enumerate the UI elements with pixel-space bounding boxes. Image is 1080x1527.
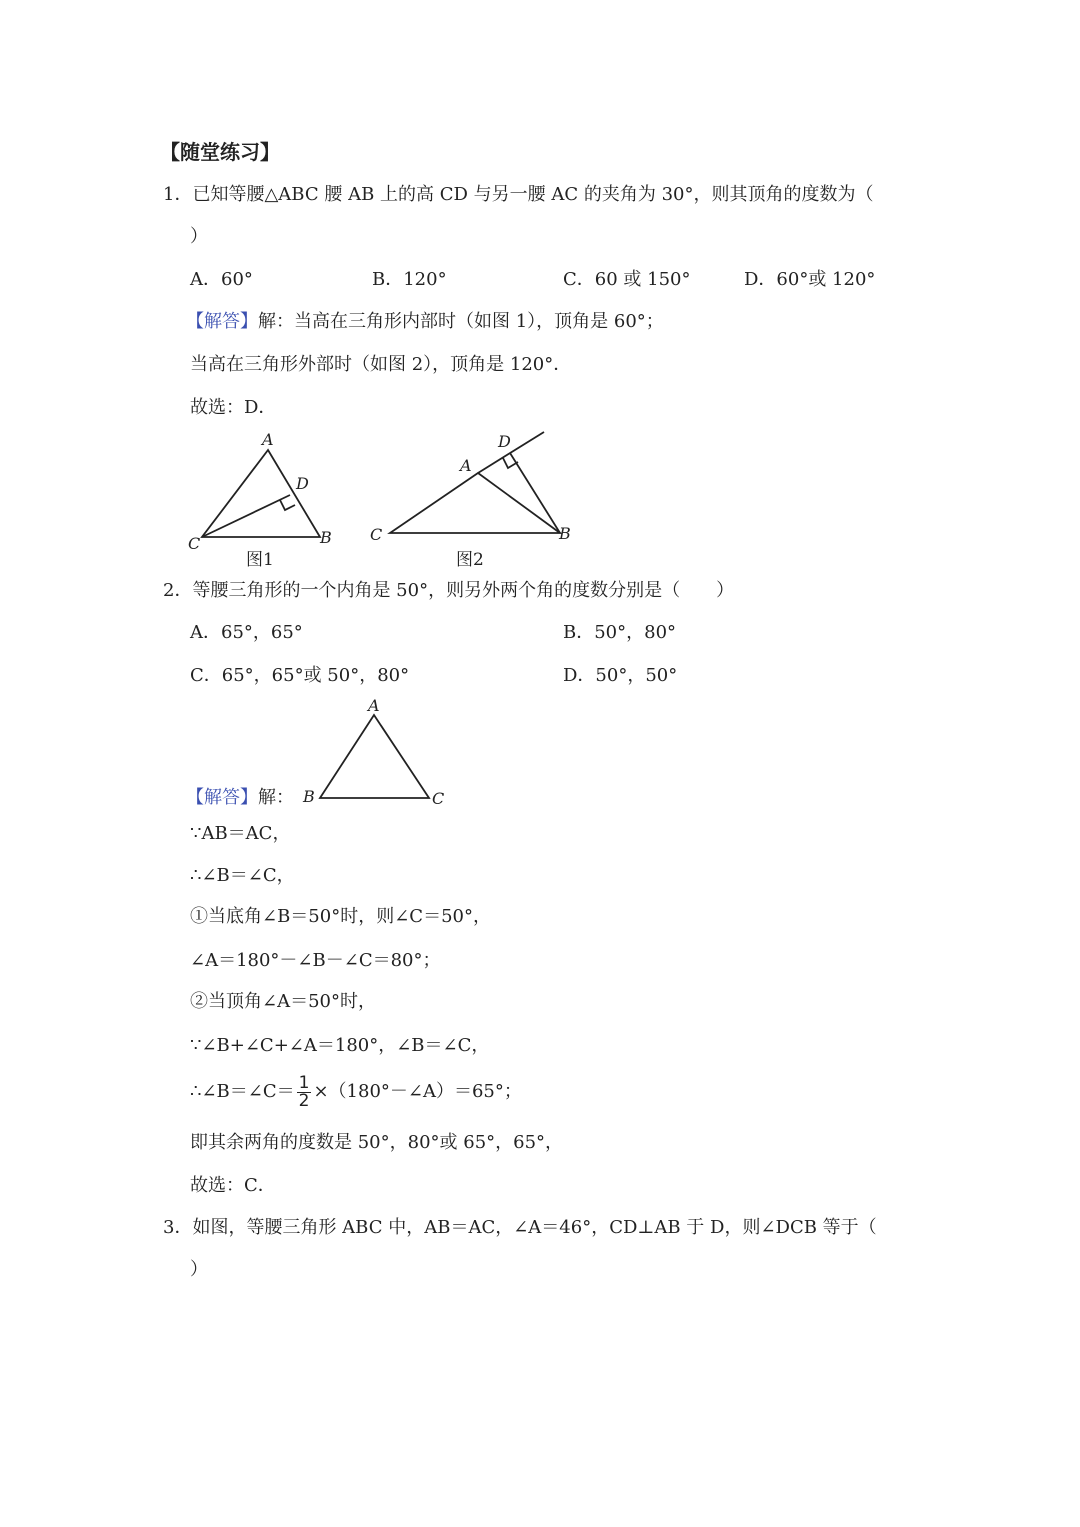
- q1-answer-tag: 【解答】: [186, 311, 258, 332]
- fig1-label-a: A: [262, 430, 274, 449]
- fig2-label-c: C: [370, 525, 383, 544]
- q2-step-1: ∵AB＝AC，: [190, 823, 291, 844]
- q2-choice: 故选：C．: [190, 1175, 276, 1196]
- q1-option-d: D．60°或 120°: [744, 269, 876, 290]
- q2-conclusion: 即其余两角的度数是 50°，80°或 65°，65°，: [190, 1132, 564, 1153]
- q2-answer-intro: [186, 786, 294, 810]
- q2-step-3: ①当底角∠B＝50°时，则∠C＝50°，: [190, 906, 491, 927]
- section-title: 【随堂练习】: [160, 140, 280, 164]
- q2-fraction-numerator: 1: [298, 1072, 310, 1093]
- fig1-altitude: [202, 495, 290, 537]
- q1-option-b: B．120°: [372, 269, 447, 290]
- fig2-triangle: [390, 473, 560, 533]
- q3-stem-line2: ）: [190, 1259, 208, 1280]
- q2-fig-triangle: [320, 715, 429, 798]
- fig2-label-b: B: [559, 524, 571, 543]
- fig2-label-d: D: [498, 432, 511, 451]
- q1-figure-1: [180, 425, 350, 570]
- q2-fraction: [297, 1072, 312, 1111]
- q2-fraction-denominator: 2: [298, 1090, 310, 1111]
- fig1-caption: 图1: [246, 550, 274, 570]
- q1-answer-line1: [186, 310, 664, 334]
- fig2-right-angle: [503, 458, 518, 468]
- q2-option-c: C．65°，65°或 50°，80°: [190, 665, 410, 686]
- q1-answer-text1: 解：当高在三角形内部时（如图 1），顶角是 60°；: [258, 311, 664, 332]
- q2-step-5: ②当顶角∠A＝50°时，: [190, 991, 376, 1012]
- fig1-label-d: D: [296, 474, 309, 493]
- q1-stem-line2: ）: [190, 226, 208, 247]
- q1-choice: 故选：D．: [190, 397, 277, 418]
- q2-step-2: ∴∠B＝∠C，: [190, 865, 295, 886]
- q2-fraction-prefix: ∴∠B＝∠C＝: [190, 1081, 295, 1102]
- fig2-altitude: [510, 453, 560, 533]
- q1-figure-2: [360, 425, 571, 570]
- q2-option-d: D．50°，50°: [563, 665, 678, 686]
- q2-fig-label-c: C: [432, 789, 445, 808]
- fig2-label-a: A: [460, 456, 472, 475]
- q2-answer-tag: 【解答】: [186, 787, 258, 808]
- q2-figure: [295, 695, 455, 810]
- q2-answer-intro-text: 解：: [258, 787, 294, 808]
- q1-stem-line1: 1．已知等腰△ABC 腰 AB 上的高 CD 与另一腰 AC 的夹角为 30°，则其顶角的度数为（: [163, 184, 874, 205]
- q3-stem-line1: 3．如图，等腰三角形 ABC 中，AB＝AC，∠A＝46°，CD⊥AB 于 D，则∠DCB 等于（: [163, 1217, 877, 1238]
- q2-fraction-suffix: ×（180°－∠A）＝65°；: [313, 1081, 522, 1102]
- q1-answer-line2: 当高在三角形外部时（如图 2），顶角是 120°．: [190, 354, 572, 375]
- fig1-triangle: [202, 450, 320, 537]
- fig1-label-c: C: [188, 534, 201, 553]
- q1-option-a: A．60°: [190, 269, 253, 290]
- q2-option-b: B．50°，80°: [563, 622, 677, 643]
- q2-fig-label-a: A: [368, 696, 380, 715]
- fig2-caption: 图2: [456, 550, 484, 570]
- q2-step-6: ∵∠B+∠C+∠A＝180°，∠B＝∠C，: [190, 1035, 490, 1056]
- q2-step-4: ∠A＝180°－∠B－∠C＝80°；: [190, 950, 441, 971]
- q2-option-a: A．65°，65°: [190, 622, 303, 643]
- q2-fig-label-b: B: [303, 787, 315, 806]
- q2-fraction-line: [190, 1072, 522, 1112]
- q2-stem: 2．等腰三角形的一个内角是 50°，则另外两个角的度数分别是（ ）: [163, 580, 735, 601]
- q1-option-c: C．60 或 150°: [563, 269, 691, 290]
- fig1-right-angle: [280, 500, 295, 510]
- fig1-label-b: B: [320, 528, 332, 547]
